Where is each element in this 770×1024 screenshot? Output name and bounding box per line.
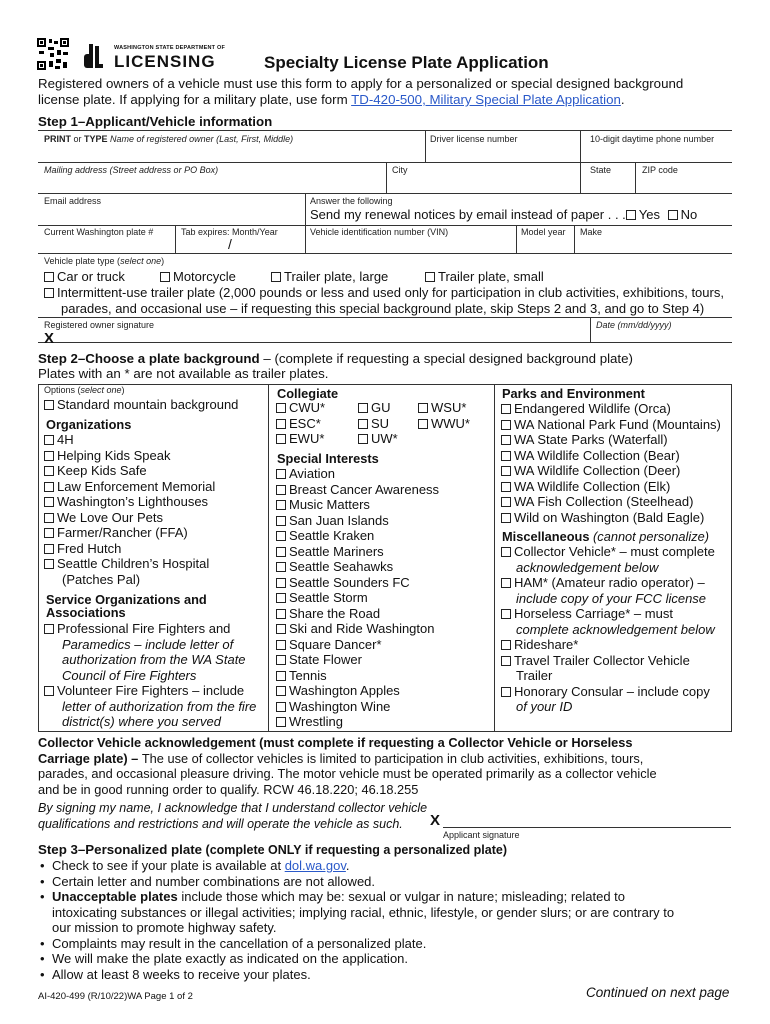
bullet-item: • Check to see if your plate is available at dol.wa.gov. — [38, 858, 674, 874]
checkbox[interactable] — [44, 624, 54, 634]
step2-title: Step 2–Choose a plate background – (complete if requesting a special designed background plate) — [38, 351, 633, 366]
owner-signature-x: X — [44, 330, 55, 347]
college-option[interactable]: SU — [358, 416, 389, 432]
org-option[interactable]: Fred Hutch — [44, 541, 215, 557]
intermittent-trailer-option[interactable]: Intermittent-use trailer plate (2,000 pounds or less and used only for participation in club activities, exhibitions, tours, — [44, 285, 724, 301]
misc-list — [501, 544, 715, 715]
checkbox[interactable] — [501, 687, 511, 697]
si-option[interactable]: Music Matters — [276, 497, 439, 513]
checkbox[interactable] — [501, 435, 511, 445]
barcode-icon — [37, 38, 69, 70]
svc-note: district(s) where you served — [62, 714, 221, 729]
tab-expires-field[interactable]: / — [228, 236, 232, 252]
owner-signature-field[interactable] — [60, 330, 585, 342]
si-option[interactable]: Aviation — [276, 466, 439, 482]
org-option[interactable]: Keep Kids Safe — [44, 463, 215, 479]
si-option[interactable]: Washington Wine — [276, 699, 439, 715]
bullet-cont: our mission to promote highway safety. — [52, 920, 277, 935]
misc-option[interactable]: Honorary Consular – include copy — [501, 684, 715, 700]
pe-option[interactable]: Wild on Washington (Bald Eagle) — [501, 510, 721, 526]
bullet-item: • Unacceptable plates include those which may be: sexual or vulgar in nature; misleading; related to — [38, 889, 674, 905]
checkbox[interactable] — [276, 655, 286, 665]
si-option[interactable]: San Juan Islands — [276, 513, 439, 529]
checkbox[interactable] — [276, 419, 286, 429]
checkbox[interactable] — [501, 640, 511, 650]
continued-note: Continued on next page — [586, 985, 730, 1000]
intro-line-1: Registered owners of a vehicle must use this form to apply for a personalized or special designed background — [38, 76, 684, 91]
college-option[interactable]: UW* — [358, 431, 398, 447]
step3-bullets — [38, 858, 674, 982]
applicant-signature-field[interactable] — [443, 814, 731, 828]
si-option[interactable]: Seattle Kraken — [276, 528, 439, 544]
college-option[interactable]: ESC* — [276, 416, 321, 432]
checkbox[interactable] — [501, 609, 511, 619]
state-label: State — [590, 165, 612, 175]
owner-name-field[interactable] — [44, 146, 424, 161]
bullet-cont: intoxicating substances or illegal activities; implying racial, ethnic, lifestyle, or gender slurs; or are contrary to — [52, 904, 675, 920]
checkbox[interactable] — [276, 562, 286, 572]
si-option[interactable]: Seattle Sounders FC — [276, 575, 439, 591]
state-field[interactable] — [590, 177, 632, 192]
checkbox[interactable] — [276, 702, 286, 712]
checkbox[interactable] — [276, 593, 286, 603]
form-title: Specialty License Plate Application — [264, 53, 549, 72]
mailing-address-field[interactable] — [44, 177, 384, 192]
checkbox[interactable] — [276, 578, 286, 588]
checkbox[interactable] — [501, 404, 511, 414]
college-option[interactable]: GU — [358, 400, 391, 416]
pe-option[interactable]: WA Wildlife Collection (Bear) — [501, 448, 721, 464]
motorcycle-option[interactable]: Motorcycle — [160, 269, 236, 285]
checkbox[interactable] — [358, 419, 368, 429]
driver-license-label: Driver license number — [430, 134, 518, 144]
pe-option[interactable]: WA Wildlife Collection (Deer) — [501, 463, 721, 479]
email-label: Email address — [44, 196, 102, 206]
vin-label: Vehicle identification number (VIN) — [310, 227, 449, 237]
renewal-yes-checkbox[interactable] — [626, 210, 636, 220]
si-option[interactable]: State Flower — [276, 652, 439, 668]
step3-title: Step 3–Personalized plate (complete ONLY if requesting a personalized plate) — [38, 842, 507, 857]
checkbox[interactable] — [276, 547, 286, 557]
intro-line-2: license plate. If applying for a military plate, use form TD-420-500, Military Special Plate Application. — [38, 92, 625, 107]
checkbox[interactable] — [501, 482, 511, 492]
pe-option[interactable]: WA State Parks (Waterfall) — [501, 432, 721, 448]
applicant-signature-label: Applicant signature — [443, 830, 520, 840]
form-number: AI-420-499 (R/10/22)WA Page 1 of 2 — [38, 991, 193, 1002]
intermittent-trailer-checkbox[interactable] — [44, 288, 54, 298]
zip-label: ZIP code — [642, 165, 678, 175]
car-truck-checkbox[interactable] — [44, 272, 54, 282]
current-plate-label: Current Washington plate # — [44, 227, 154, 237]
collector-ack: Collector Vehicle acknowledgement (must complete if requesting a Collector Vehicle or Horseless Carriage plate) – The use of collector vehicles is limited to participation in club activities, exhibitions, tours, parades, and occasional pleasure driving. The motor vehicle must be operated primarily as a collector vehicle and be in good running order to qualify. RCW 46.18.220; 46.18.255 — [38, 735, 657, 797]
trailer-large-checkbox[interactable] — [271, 272, 281, 282]
misc-option[interactable]: Collector Vehicle* – must complete — [501, 544, 715, 560]
checkbox[interactable] — [44, 513, 54, 523]
checkbox[interactable] — [276, 485, 286, 495]
dol-logo-icon — [82, 42, 104, 70]
si-option[interactable]: Tennis — [276, 668, 439, 684]
org-option[interactable]: 4H — [44, 432, 215, 448]
checkbox[interactable] — [276, 624, 286, 634]
checkbox[interactable] — [276, 516, 286, 526]
bullet-item: • Allow at least 8 weeks to receive your plates. — [38, 967, 674, 983]
college-option[interactable]: CWU* — [276, 400, 325, 416]
checkbox[interactable] — [501, 547, 511, 557]
misc-note: Trailer — [516, 668, 553, 683]
checkbox[interactable] — [276, 640, 286, 650]
pe-option[interactable]: WA Fish Collection (Steelhead) — [501, 494, 721, 510]
checkbox[interactable] — [44, 559, 54, 569]
organizations-list — [44, 432, 215, 587]
intermittent-trailer-note: parades, and occasional use – if requesting this special background plate, skip Steps 2 and 3, and go to Step 4) — [61, 301, 705, 316]
checkbox[interactable] — [418, 419, 428, 429]
si-option[interactable]: Ski and Ride Washington — [276, 621, 439, 637]
checkbox[interactable] — [358, 434, 368, 444]
checkbox[interactable] — [44, 466, 54, 476]
checkbox[interactable] — [501, 466, 511, 476]
org-option[interactable]: Seattle Children’s Hospital — [44, 556, 215, 572]
collector-ack-statement: By signing my name, I acknowledge that I understand collector vehicle qualifications and restrictions and will operate the vehicle as such. — [38, 801, 428, 831]
owner-signature-label: Registered owner signature — [44, 320, 155, 330]
trailer-large-option[interactable]: Trailer plate, large — [271, 269, 388, 285]
misc-option[interactable]: Travel Trailer Collector Vehicle — [501, 653, 715, 669]
step2-note: Plates with an * are not available as trailer plates. — [38, 366, 329, 381]
checkbox[interactable] — [418, 403, 428, 413]
date-field[interactable] — [596, 330, 730, 342]
special-interests-list — [276, 466, 439, 730]
svc-note: Paramedics – include letter of — [62, 636, 234, 652]
parks-list — [501, 401, 721, 525]
special-interests-heading: Special Interests — [277, 451, 379, 466]
model-year-label: Model year — [521, 227, 566, 237]
pe-option[interactable]: WA National Park Fund (Mountains) — [501, 417, 721, 433]
phone-field[interactable] — [590, 146, 730, 161]
zip-field[interactable] — [642, 177, 730, 192]
city-field[interactable] — [392, 177, 578, 192]
checkbox[interactable] — [501, 451, 511, 461]
misc-option[interactable]: Rideshare* — [501, 637, 715, 653]
checkbox[interactable] — [501, 656, 511, 666]
checkbox[interactable] — [501, 578, 511, 588]
org-option[interactable]: Washington’s Lighthouses — [44, 494, 215, 510]
misc-note: complete acknowledgement below — [516, 621, 715, 637]
misc-note: acknowledgement below — [516, 559, 659, 575]
mailing-address-label: Mailing address (Street address or PO Box) — [44, 165, 219, 175]
checkbox[interactable] — [276, 434, 286, 444]
checkbox[interactable] — [44, 497, 54, 507]
dol-website-link[interactable]: dol.wa.gov — [284, 858, 346, 873]
owner-name-label: PRINT or TYPE Name of registered owner (Last, First, Middle) — [44, 134, 294, 144]
checkbox[interactable] — [276, 531, 286, 541]
checkbox[interactable] — [44, 451, 54, 461]
org-option[interactable]: Farmer/Rancher (FFA) — [44, 525, 215, 541]
email-field[interactable] — [44, 208, 299, 223]
checkbox[interactable] — [501, 497, 511, 507]
organizations-heading: Organizations — [46, 417, 132, 432]
service-orgs-heading: Service Organizations and Associations — [46, 592, 207, 620]
checkbox[interactable] — [501, 420, 511, 430]
svc-note: letter of authorization from the fire — [62, 698, 257, 714]
checkbox[interactable] — [44, 400, 54, 410]
svc-note: Council of Fire Fighters — [62, 667, 197, 683]
misc-option[interactable]: HAM* (Amateur radio operator) – — [501, 575, 715, 591]
checkbox[interactable] — [44, 435, 54, 445]
pe-option[interactable]: WA Wildlife Collection (Elk) — [501, 479, 721, 495]
si-option[interactable]: Wrestling — [276, 714, 439, 730]
standard-mountain-option[interactable]: Standard mountain background — [44, 397, 238, 413]
college-option[interactable]: WWU* — [418, 416, 470, 432]
misc-note: include copy of your FCC license — [516, 590, 707, 606]
bullet-item: • We will make the plate exactly as indicated on the application. — [38, 951, 674, 967]
org-option-cont: (Patches Pal) — [62, 571, 141, 587]
checkbox[interactable] — [44, 686, 54, 696]
department-name: WASHINGTON STATE DEPARTMENT OF — [114, 45, 226, 51]
licensing-logo-text: LICENSING — [114, 52, 216, 71]
misc-heading: Miscellaneous (cannot personalize) — [502, 529, 709, 544]
college-option[interactable]: EWU* — [276, 431, 324, 447]
trailer-small-checkbox[interactable] — [425, 272, 435, 282]
step1-title: Step 1–Applicant/Vehicle information — [38, 114, 273, 129]
vin-field[interactable] — [310, 238, 515, 252]
city-label: City — [392, 165, 408, 175]
options-label: Options (select one) — [44, 385, 125, 395]
checkbox[interactable] — [276, 469, 286, 479]
checkbox[interactable] — [358, 403, 368, 413]
bullet-item: • Certain letter and number combinations are not allowed. — [38, 874, 674, 890]
military-form-link[interactable]: TD-420-500, Military Special Plate Application — [351, 92, 621, 107]
make-label: Make — [580, 227, 603, 237]
trailer-small-option[interactable]: Trailer plate, small — [425, 269, 544, 285]
checkbox[interactable] — [276, 609, 286, 619]
si-option[interactable]: Washington Apples — [276, 683, 439, 699]
si-option[interactable]: Seattle Mariners — [276, 544, 439, 560]
svc-note: authorization from the WA State — [62, 652, 246, 667]
misc-option[interactable]: Horseless Carriage* – must — [501, 606, 715, 622]
checkbox[interactable] — [276, 717, 286, 727]
pe-option[interactable]: Endangered Wildlife (Orca) — [501, 401, 721, 417]
si-option[interactable]: Seattle Storm — [276, 590, 439, 606]
misc-note: of your ID — [516, 699, 573, 714]
si-option[interactable]: Square Dancer* — [276, 637, 439, 653]
renewal-question: Send my renewal notices by email instead of paper . . . Yes No — [310, 207, 698, 222]
car-truck-option[interactable]: Car or truck — [44, 269, 125, 285]
si-option[interactable]: Share the Road — [276, 606, 439, 622]
current-plate-field[interactable] — [44, 238, 172, 252]
driver-license-field[interactable] — [430, 146, 578, 161]
phone-label: 10-digit daytime phone number — [590, 134, 715, 144]
org-option[interactable]: Law Enforcement Memorial — [44, 479, 215, 495]
tab-expires-label: Tab expires: Month/Year — [181, 227, 278, 237]
org-option[interactable]: Helping Kids Speak — [44, 448, 215, 464]
svc-option[interactable]: Professional Fire Fighters and — [44, 621, 256, 637]
applicant-signature-x: X — [430, 812, 441, 829]
si-option[interactable]: Seattle Seahawks — [276, 559, 439, 575]
checkbox[interactable] — [276, 500, 286, 510]
vehicle-plate-type-label: Vehicle plate type (select one) — [44, 256, 165, 266]
org-option[interactable]: We Love Our Pets — [44, 510, 215, 526]
motorcycle-checkbox[interactable] — [160, 272, 170, 282]
checkbox[interactable] — [44, 482, 54, 492]
checkbox[interactable] — [44, 544, 54, 554]
service-orgs-list — [44, 621, 256, 730]
checkbox[interactable] — [501, 513, 511, 523]
college-option[interactable]: WSU* — [418, 400, 466, 416]
si-option[interactable]: Breast Cancer Awareness — [276, 482, 439, 498]
checkbox[interactable] — [276, 671, 286, 681]
checkbox[interactable] — [276, 403, 286, 413]
date-label: Date (mm/dd/yyyy) — [596, 320, 672, 330]
answer-label: Answer the following — [310, 196, 393, 206]
checkbox[interactable] — [44, 528, 54, 538]
svc-option[interactable]: Volunteer Fire Fighters – include — [44, 683, 256, 699]
collegiate-heading: Collegiate — [277, 386, 339, 401]
renewal-no-checkbox[interactable] — [668, 210, 678, 220]
bullet-item: • Complaints may result in the cancellation of a personalized plate. — [38, 936, 674, 952]
checkbox[interactable] — [276, 686, 286, 696]
parks-heading: Parks and Environment — [502, 386, 645, 401]
